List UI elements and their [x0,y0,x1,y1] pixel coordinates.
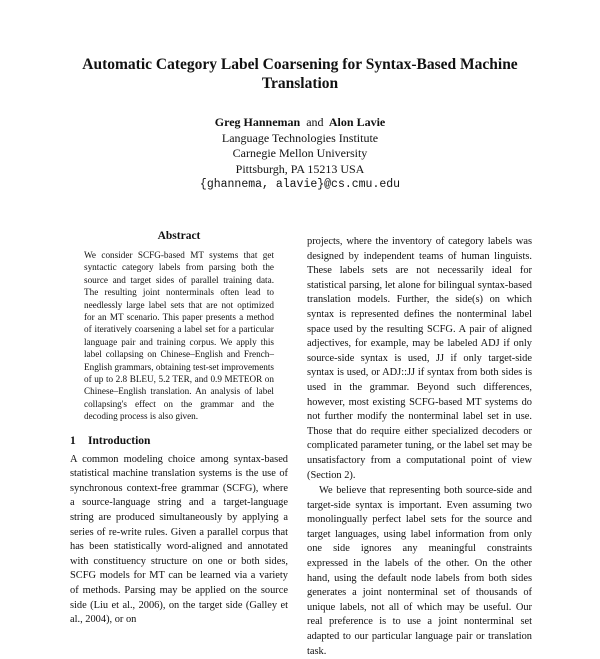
intro-paragraph-right-1: projects, where the inventory of category labels was designed by independent teams of human linguists. These labels sets are not necessarily ideal for statistical parsing, let alone for bilingual syntax-based translation models. Further, the side(s) on which syntax is represented defines the nonterminal label space used by the resulting SCFG. A pair of aligned adjectives, for example, may be labeled ADJ if only source-side syntax is used, JJ if only target-side syntax is used, or ADJ::JJ if syntax from both sides is used in the grammar. Beyond such differences, however, most existing SCFG-based MT systems do not further modify the nonterminal label set in use. Those that do require either specialized decoders or complicated parameter tuning, or the label set may be unsatisfactory from a computational point of view (Section 2). [307,236,532,481]
intro-heading [70,435,288,447]
abstract-heading: Abstract [157,230,201,242]
right-column [307,235,532,659]
author-1: Greg Hanneman [214,115,301,129]
intro-paragraph-right-2: We believe that representing both source-side and target-side syntax is important. Even assuming two monolingually perfect label sets for the source and target languages, using label information from only one side ignores any meaningful constraints expressed in the labels of the other. On the other hand, using the default node labels from both sides generates a joint nonterminal set of thousands of unique labels, not all of which may be useful. Our real preference is to use a joint nonterminal set adapted to our particular language pair or translation task. [307,485,532,657]
affiliation-city: Pittsburgh, PA 15213 USA [235,161,365,176]
author-2: Alon Lavie [328,115,386,129]
author-block [150,115,450,193]
section-title: Introduction [88,434,151,447]
affiliation-university: Carnegie Mellon University [232,146,368,160]
abstract-text: We consider SCFG-based MT systems that get syntactic category labels from parsing both the source and target sides of parallel training data. The resulting joint nonterminals often lead to needlessly large label sets that are not optimized for an MT scenario. This paper presents a method of iteratively coarsening a label set for a particular language pair and training corpus. We apply this label collapsing on Chinese–English and French–English grammars, obtaining test-set improvements of up to 2.8 BLEU, 5.2 TER, and 0.9 METEOR on Chinese–English translation. An analysis of label collapsing's effect on the grammar and the decoding process is also given. [84,250,274,422]
author-email: {ghannema, alavie}@cs.cmu.edu [199,178,401,191]
intro-paragraph-left: A common modeling choice among syntax-based statistical machine translation systems is the use of synchronous context-free grammar (SCFG), where a source-language string and a target-language string are produced simultaneously by applying a series of re-write rules. Given a parallel corpus that has been statistically word-aligned and annotated with constituency structure on one or both sides, SCFG models for MT can be learned via a variety of methods. Parsing may be applied on the source side (Liu et al., 2006), on the target side (Galley et al., 2004), or on [70,453,288,626]
left-column [70,230,288,628]
section-number: 1 [70,434,76,447]
paper-title: Automatic Category Label Coarsening for Syntax-Based Machine Translation [82,56,518,92]
affiliation-institute: Language Technologies Institute [221,130,379,145]
author-names [150,115,450,131]
author-conjunction: and [306,115,324,129]
